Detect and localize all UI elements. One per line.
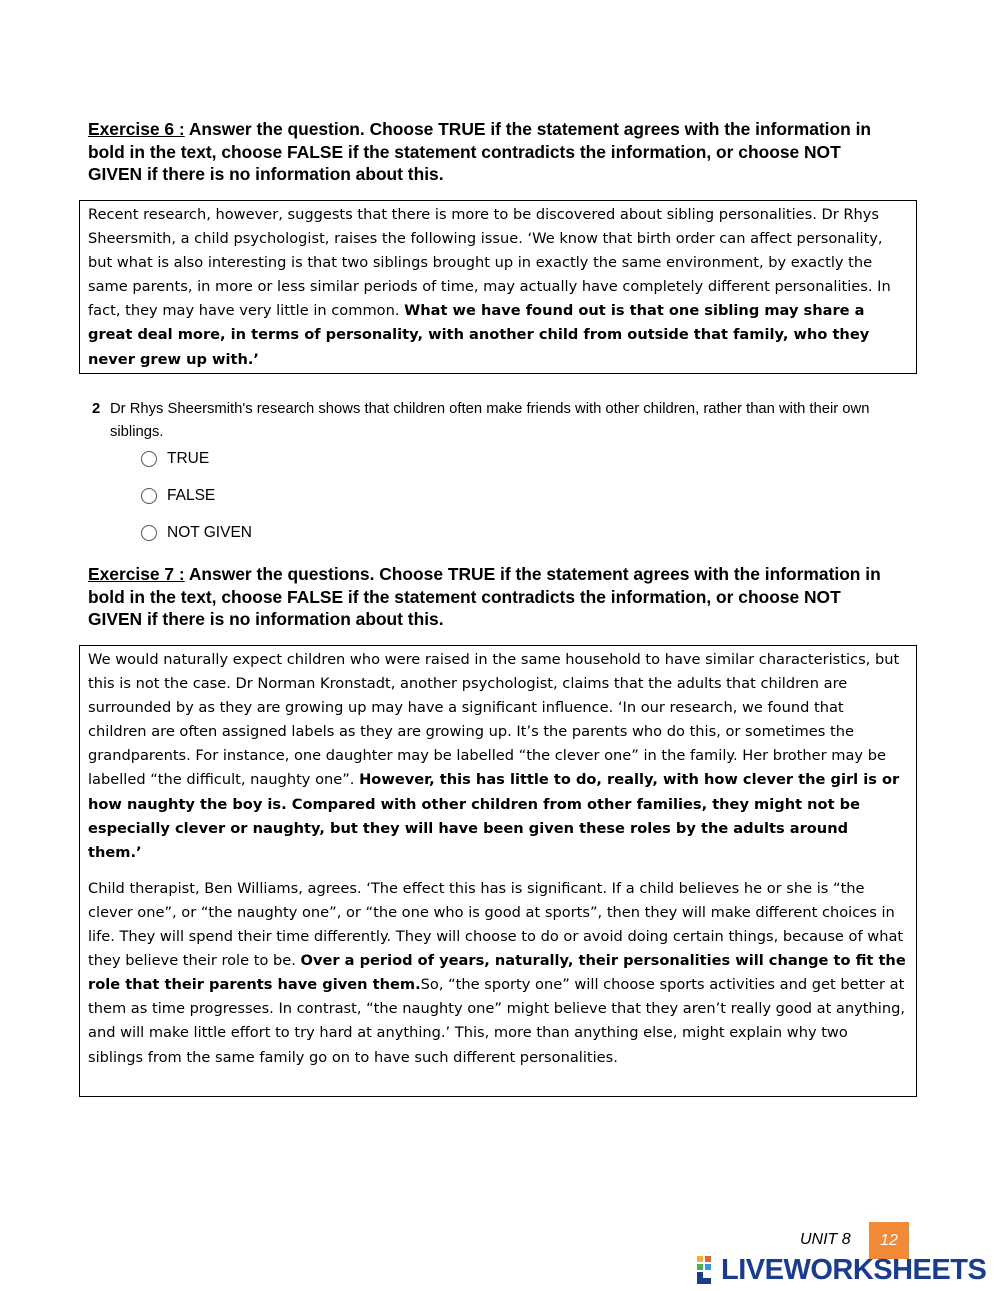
question-text: Dr Rhys Sheersmith's research shows that children often make friends with other children, rather than with their own siblings. bbox=[110, 401, 870, 440]
option-label: TRUE bbox=[167, 450, 210, 467]
exercise7-label: Exercise 7 : bbox=[88, 564, 185, 584]
exercise7-heading bbox=[88, 563, 888, 631]
exercise6-label: Exercise 6 : bbox=[88, 119, 185, 139]
option-true[interactable] bbox=[141, 449, 209, 469]
exercise6-instruction: Answer the question. Choose TRUE if the statement agrees with the information in bold in the text, choose FALSE if the statement contradicts the information, or choose NOT GIVEN if there is no information about this. bbox=[88, 119, 872, 184]
passage-text: Child therapist, Ben Williams, agrees. ‘The effect this has is significant. If a child believes he or she is “the clever one”, or “the naughty one”, or “the one who is good at sports”, then they will make different choices in life. They will spend their time differently. They will choose to do or avoid doing certain things, because of what they believe their role to be. bbox=[88, 879, 904, 970]
exercise7-instruction: Answer the questions. Choose TRUE if the statement agrees with the information in bold in the text, choose FALSE if the statement contradicts the information, or choose NOT GIVEN if there is no information about this. bbox=[88, 564, 881, 629]
passage-bold-text: What we have found out is that one sibling may share a great deal more, in terms of personality, with another child from outside that family, who they never grew up with.’ bbox=[88, 302, 870, 368]
question-number: 2 bbox=[92, 401, 101, 417]
option-label: NOT GIVEN bbox=[167, 524, 252, 541]
passage-paragraph-1 bbox=[88, 648, 906, 865]
exercise6-passage bbox=[79, 200, 917, 374]
liveworksheets-logo-icon bbox=[697, 1256, 719, 1284]
passage-text: We would naturally expect children who were raised in the same household to have similar characteristics, but this is not the case. Dr Norman Kronstadt, another psychologist, claims that the adults that children are surrounded by as they are growing up may have a significant influence. ‘In our research, we found that children are often assigned labels as they are growing up. It’s the parents who do this, or sometimes the grandparents. For instance, one daughter may be labelled “the clever one” in the family. Her brother may be labelled “the difficult, naughty one”. bbox=[88, 651, 900, 789]
option-false[interactable] bbox=[141, 486, 215, 506]
exercise7-passage bbox=[79, 645, 917, 1097]
brand-name: LIVEWORKSHEETS bbox=[721, 1253, 987, 1286]
unit-label: UNIT 8 bbox=[800, 1231, 851, 1248]
radio-icon[interactable] bbox=[141, 451, 157, 467]
radio-icon[interactable] bbox=[141, 488, 157, 504]
page-number-badge: 12 bbox=[869, 1222, 909, 1259]
passage-text: Recent research, however, suggests that there is more to be discovered about sibling personalities. Dr Rhys Sheersmith, a child psychologist, raises the following issue. ‘We know that birth order can affect personality, but what is also interesting is that two siblings brought up in exactly the same environment, by exactly the same parents, in more or less similar periods of time, may actually have completely different personalities. In fact, they may have very little in common. bbox=[88, 206, 891, 320]
passage-paragraph-2 bbox=[88, 877, 906, 1070]
passage-text: So, “the sporty one” will choose sports activities and get better at them as time progresses. In contrast, “the naughty one” might believe that they aren’t really good at anything, and will make little effort to try hard at anything.’ This, more than anything else, might explain why two siblings from the same family go on to have such different personalities. bbox=[88, 976, 905, 1066]
passage-bold-text: However, this has little to do, really, with how clever the girl is or how naughty the boy is. Compared with other children from other families, they might not be especially clever or naughty, but they will have been given these roles by the adults around them.’ bbox=[88, 771, 900, 861]
option-not-given[interactable] bbox=[141, 523, 252, 543]
exercise6-heading bbox=[88, 118, 888, 186]
passage-bold-text: Over a period of years, naturally, their personalities will change to fit the role that their parents have given them. bbox=[88, 952, 906, 994]
option-label: FALSE bbox=[167, 487, 216, 504]
question-2 bbox=[92, 398, 912, 443]
radio-icon[interactable] bbox=[141, 525, 157, 541]
liveworksheets-logo bbox=[697, 1254, 986, 1286]
